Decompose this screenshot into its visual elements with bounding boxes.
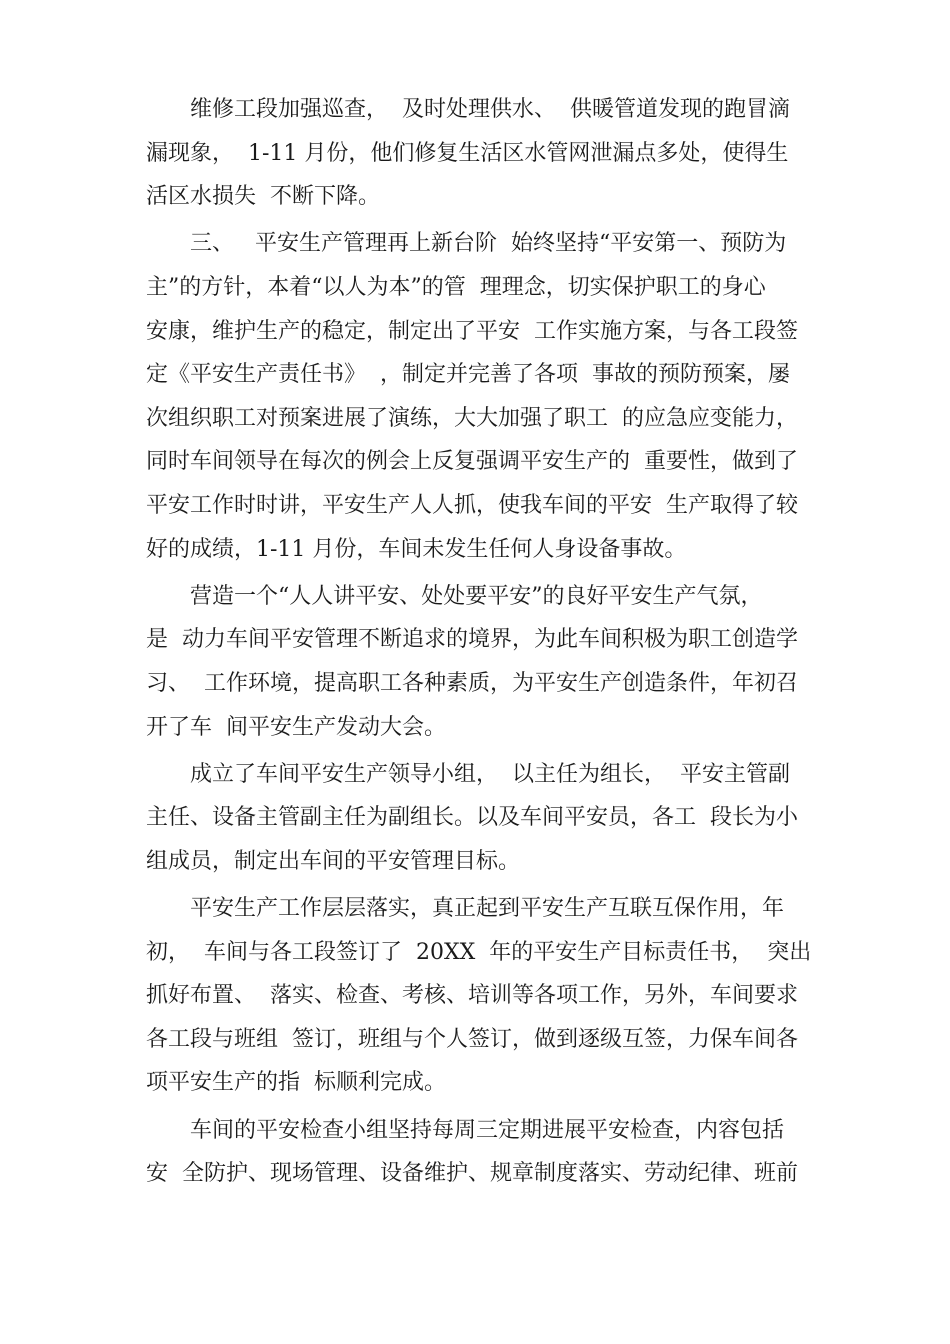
text-line: 活区水损失 不断下降。: [146, 184, 380, 210]
text-line: 主任、设备主管副主任为副组长。以及车间平安员，各工 段长为小: [146, 805, 798, 831]
text-line: 成立了车间平安生产领导小组， 以主任为组长， 平安主管副: [190, 761, 790, 787]
text-line: 组成员，制定出车间的平安管理目标。: [146, 848, 521, 874]
text-line: 各工段与班组 签订，班组与个人签订，做到逐级互签，力保车间各: [146, 1026, 798, 1052]
paragraph: [146, 1109, 812, 1196]
text-line: 初， 车间与各工段签订了 20XX 年的平安生产目标责任书， 突出: [146, 939, 812, 965]
text-line: 三、 平安生产管理再上新台阶 始终坚持“平安第一、预防为: [190, 231, 787, 257]
text-line: 定《平安生产责任书》 ，制定并完善了各项 事故的预防预案，屡: [146, 362, 790, 388]
paragraph: [146, 887, 812, 1105]
paragraph: [146, 753, 812, 884]
text-line: 平安生产工作层层落实，真正起到平安生产互联互保作用，年: [190, 896, 785, 922]
paragraph: [146, 222, 812, 571]
text-line: 营造一个“人人讲平安、处处要平安”的良好平安生产气氛，: [190, 583, 763, 609]
text-line: 车间的平安检查小组坚持每周三定期进展平安检查，内容包括: [190, 1117, 785, 1143]
document-body: [146, 88, 812, 1196]
text-line: 开了车 间平安生产发动大会。: [146, 714, 446, 740]
text-line: 抓好布置、 落实、检查、考核、培训等各项工作，另外，车间要求: [146, 983, 798, 1009]
text-line: 同时车间领导在每次的例会上反复强调平安生产的 重要性，做到了: [146, 449, 798, 475]
paragraph: [146, 88, 812, 219]
text-line: 是 动力车间平安管理不断追求的境界，为此车间积极为职工创造学: [146, 627, 798, 653]
paragraph: [146, 575, 812, 749]
text-line: 维修工段加强巡查， 及时处理供水、 供暖管道发现的跑冒滴: [190, 97, 790, 122]
text-line: 项平安生产的指 标顺利完成。: [146, 1070, 446, 1096]
text-line: 习、 工作环境，提高职工各种素质，为平安生产创造条件，年初召: [146, 670, 798, 696]
text-line: 平安工作时时讲，平安生产人人抓，使我车间的平安 生产取得了较: [146, 492, 798, 518]
text-line: 主”的方针，本着“以人为本”的管 理理念，切实保护职工的身心: [146, 274, 766, 300]
text-line: 安 全防护、现场管理、设备维护、规章制度落实、劳动纪律、班前: [146, 1161, 798, 1187]
text-line: 次组织职工对预案进展了演练，大大加强了职工 的应急应变能力，: [146, 405, 798, 431]
text-line: 安康，维护生产的稳定，制定出了平安 工作实施方案，与各工段签: [146, 318, 798, 344]
text-line: 好的成绩，1-11 月份，车间未发生任何人身设备事故。: [146, 536, 687, 562]
text-line: 漏现象， 1-11 月份，他们修复生活区水管网泄漏点多处，使得生: [146, 140, 789, 166]
